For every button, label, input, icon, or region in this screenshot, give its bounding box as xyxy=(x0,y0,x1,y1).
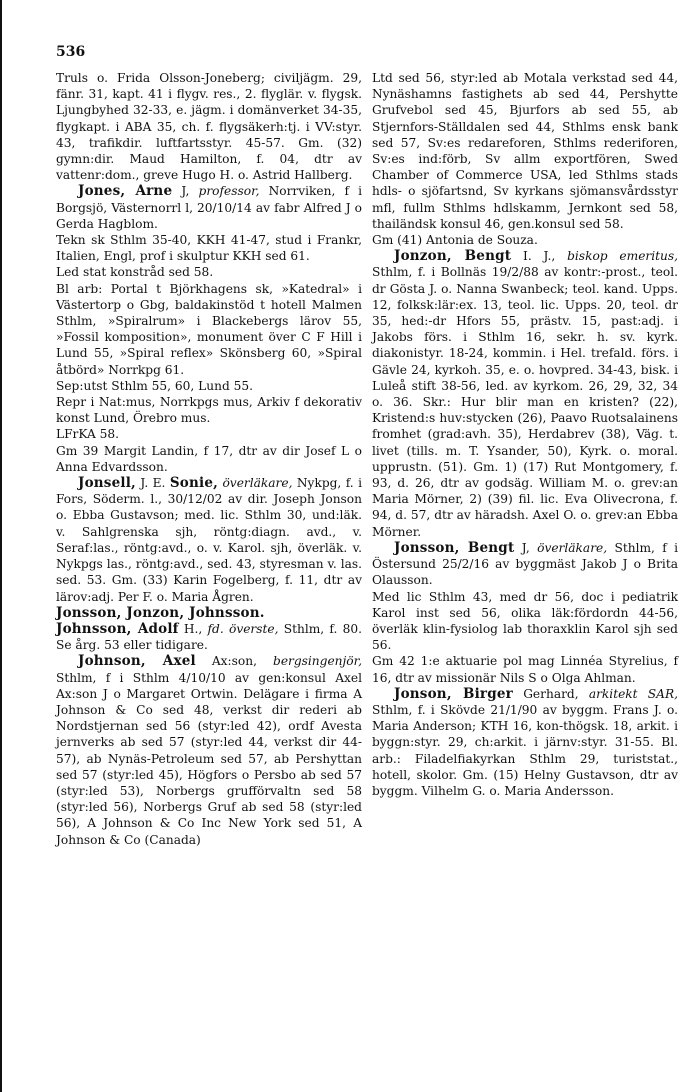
entry-name: Sonie, xyxy=(169,475,219,492)
entry-text: Gm 42 1:e aktuarie pol mag Linnéa Styrelius, f 16, dtr av missionär Nils S o Olga Ahlman. xyxy=(372,654,678,685)
entry-paragraph xyxy=(56,378,362,394)
page-number: 536 xyxy=(56,44,86,60)
entry-text: J, xyxy=(514,540,538,555)
entry-name: Jonsell, xyxy=(78,475,136,492)
entry-name: Jonson, Birger xyxy=(394,685,513,702)
entry-text: Gm 39 Margit Landin, f 17, dtr av dir Josef L o Anna Edvardsson. xyxy=(56,443,362,474)
entry-text: Ax:son, xyxy=(195,654,274,669)
entry-text: J. E. xyxy=(135,476,170,491)
section-heading xyxy=(56,605,362,621)
entry-paragraph xyxy=(56,232,362,264)
entry-text: Sthlm, f. 80. Se årg. 53 eller tidigare. xyxy=(56,621,362,653)
entry-paragraph xyxy=(372,70,678,232)
entry-text: Ltd sed 56, styr:led ab Motala verkstad sed 44, Nynäshamns fastighets ab sed 44, Pershytte Grufvebol sed 45, Bjurfors ab sed 55, ab Stjernfors-Ställdalen sed 44, Sthlms ensk bank sed 57, Sv:es redareforen, Sthlms rederiforen, Sv:es ind:förb, Sv allm exportfören, Swed Chamber of Commerce USA, led Sthlms stads hdls- o sjöfartsnd, Sv kyrkans sjömansvårdsstyr mfl, fullm Sthlms hdlskamm, Jernkont sed 58, thailändsk konsul 46, gen.konsul sed 58. xyxy=(372,71,678,231)
entry-paragraph xyxy=(372,653,678,685)
entry-paragraph xyxy=(56,281,362,378)
page-edge xyxy=(0,0,2,1092)
entry-text: Med lic Sthlm 43, med dr 56, doc i pediatrik Karol inst sed 56, olika läk:fördordn 44-56, överläk klin-fysiolog lab thoraxklin Karol sjh sed 56. xyxy=(372,589,678,653)
entry-text: H., xyxy=(178,621,208,636)
entry-text: Sthlm, f i Östersund 25/2/16 av byggmäst Jakob J o Brita Olausson. xyxy=(372,540,678,588)
entry-text: I. J., xyxy=(511,249,568,264)
entry-text: LFrKA 58. xyxy=(56,427,120,442)
entry-paragraph xyxy=(372,232,678,248)
entry-text: Bl arb: Portal t Björkhagens sk, »Katedral» i Västertorp o Gbg, baldakinstöd t hotell Malmen Sthlm, »Spiralrum» i Blackebergs lärov 55, »Fossil komposition», monument över C F Hill i Lund 55, »Spiral reflex» Skönsberg 60, »Spiral åtbörd» Norrkpg 61. xyxy=(56,281,362,377)
entry-text: Truls o. Frida Olsson-Joneberg; civiljägm. 29, fänr. 31, kapt. 41 i flygv. res., 2. flyglär. v. flygsk. Ljungbyhed 32-33, e. jägm. i domänverket 34-35, flygkapt. i ABA 35, ch. f. flygsäkerh:tj. i VV:styr. 43, trafikdir. luftfartsstyr. 45-57. Gm. (32) gymn:dir. Maud Hamilton, f. 04, dtr av vattenr:dom., greve Hugo H. o. Astrid Hallberg. xyxy=(56,71,362,183)
entry-name: Jones, Arne xyxy=(78,183,173,200)
entry-text: Sthlm, f i Sthlm 4/10/10 av gen:konsul Axel Ax:son J o Margaret Ortwin. Delägare i firma A Johnson & Co sed 48, verkst dir rederi ab Nordstjernan sed 56 (styr:led 42), ordf Avesta jernverks ab sed 57 (styr:led 44, verkst dir 44-57), ab Nynäs-Petroleum sed 57, ab Pershyttan sed 57 (styr:led 45), Högfors o Persbo ab sed 57 (styr:led 53), Norbergs grufförvaltn sed 58 (styr:led 56), Norbergs Gruf ab sed 58 (styr:led 56), A Johnson & Co Inc New York sed 51, A Johnson & Co (Canada) xyxy=(56,670,362,847)
biography-entry xyxy=(56,621,362,653)
entry-text: Tekn sk Sthlm 35-40, KKH 41-47, stud i Frankr, Italien, Engl, prof i skulptur KKH sed 61. xyxy=(56,233,362,264)
entry-text: Led stat konstråd sed 58. xyxy=(56,265,214,280)
entry-text: Gm (41) Antonia de Souza. xyxy=(372,233,538,248)
entry-name: Jonsson, Bengt xyxy=(394,539,515,556)
entry-text: Norrviken, f i Borgsjö, Västernorrl l, 20/10/14 av fabr Alfred J o Gerda Hagblom. xyxy=(56,184,362,231)
biography-entry xyxy=(56,183,362,232)
entry-text: Repr i Nat:mus, Norrkpgs mus, Arkiv f dekorativ konst Lund, Örebro mus. xyxy=(56,395,362,426)
entry-text: J, xyxy=(172,184,199,199)
entry-title: arkitekt SAR, xyxy=(588,686,679,701)
right-column xyxy=(372,70,678,799)
entry-title: biskop emeritus, xyxy=(567,249,679,264)
entry-title: fd. överste, xyxy=(207,621,279,636)
biography-entry xyxy=(56,653,362,847)
left-column xyxy=(56,70,362,848)
entry-text: Gerhard, xyxy=(512,686,589,701)
entry-text: Sthlm, f. i Skövde 21/1/90 av byggm. Frans J. o. Maria Anderson; KTH 16, kon-thögsk. 18, arkit. i byggn:styr. 29, ch:arkit. i järnv:styr. 31-55. Bl. arb.: Filadelfiakyrkan Sthlm 29, turiststat., hotell, skolor. Gm. (15) Helny Gustavson, dtr av byggm. Vilhelm G. o. Maria Andersson. xyxy=(372,702,678,798)
biography-entry xyxy=(56,475,362,605)
entry-name: Johnson, Axel xyxy=(78,653,196,670)
entry-paragraph xyxy=(56,70,362,183)
entry-paragraph xyxy=(56,394,362,426)
biography-entry xyxy=(372,686,678,799)
entry-name: Johnsson, Adolf xyxy=(56,620,179,637)
entry-title: professor, xyxy=(198,184,260,199)
entry-paragraph xyxy=(56,443,362,475)
entry-title: överläkare, xyxy=(222,476,293,491)
entry-text: Sep:utst Sthlm 55, 60, Lund 55. xyxy=(56,378,254,393)
entry-name: Jonzon, Bengt xyxy=(394,248,512,265)
biography-entry xyxy=(372,540,678,589)
biography-entry xyxy=(372,248,678,540)
entry-paragraph xyxy=(56,264,362,280)
entry-text: Sthlm, f. i Bollnäs 19/2/88 av kontr:-prost., teol. dr Gösta J. o. Nanna Swanbeck; teol. kand. Upps. 12, folksk:lär:ex. 13, teol. lic. Upps. 20, teol. dr 35, hed:-dr Hfors 55, prästv. 15, past:adj. i Jakobs förs. i Sthlm 16, sekr. h. sv. kyrk. diakonistyr. 18-24, kommin. i Hel. trefald. förs. i Gävle 24, kyrkoh. 35, e. o. hovpred. 34-43, bisk. i Luleå stift 38-56, led. av kyrkom. 26, 29, 32, 34 o. 36. Skr.: Hur blir man en kristen? (22), Kristend:s huv:stycken (26), Paavo Ruotsalainens fromhet (grad:avh. 35), Herdabrev (38), Väg. t. livet (tills. m. T. Ysander, 50), Kyrk. o. moral. upprustn. (51). Gm. 1) (17) Rut Montgomery, f. 93, d. 26, dtr av godsäg. William M. o. grev:an Maria Mörner, 2) (39) fil. lic. Eva Olivecrona, f. 94, d. 57, dtr av häradsh. Axel O. o. grev:an Ebba Mörner. xyxy=(372,265,678,539)
entry-text: Nykpg, f. i Fors, Söderm. l., 30/12/02 av dir. Joseph Jonson o. Ebba Gustavson; med. lic. Sthlm 30, und:läk. v. Sahlgrenska sjh, röntg:diagn. avd., v. Seraf:las., röntg:avd., o. v. Karol. sjh, överläk. v. Nykpgs las., röntg:avd., sed. 43, styresman v. las. sed. 53. Gm. (33) Karin Fogelberg, f. 11, dtr av lärov:adj. Per F. o. Maria Ågren. xyxy=(56,476,363,604)
entry-paragraph xyxy=(372,589,678,654)
entry-name: Jonsson, Jonzon, Johnsson. xyxy=(56,604,265,621)
entry-title: bergsingenjör, xyxy=(273,654,362,669)
entry-paragraph xyxy=(56,426,362,442)
entry-title: överläkare, xyxy=(537,540,608,555)
